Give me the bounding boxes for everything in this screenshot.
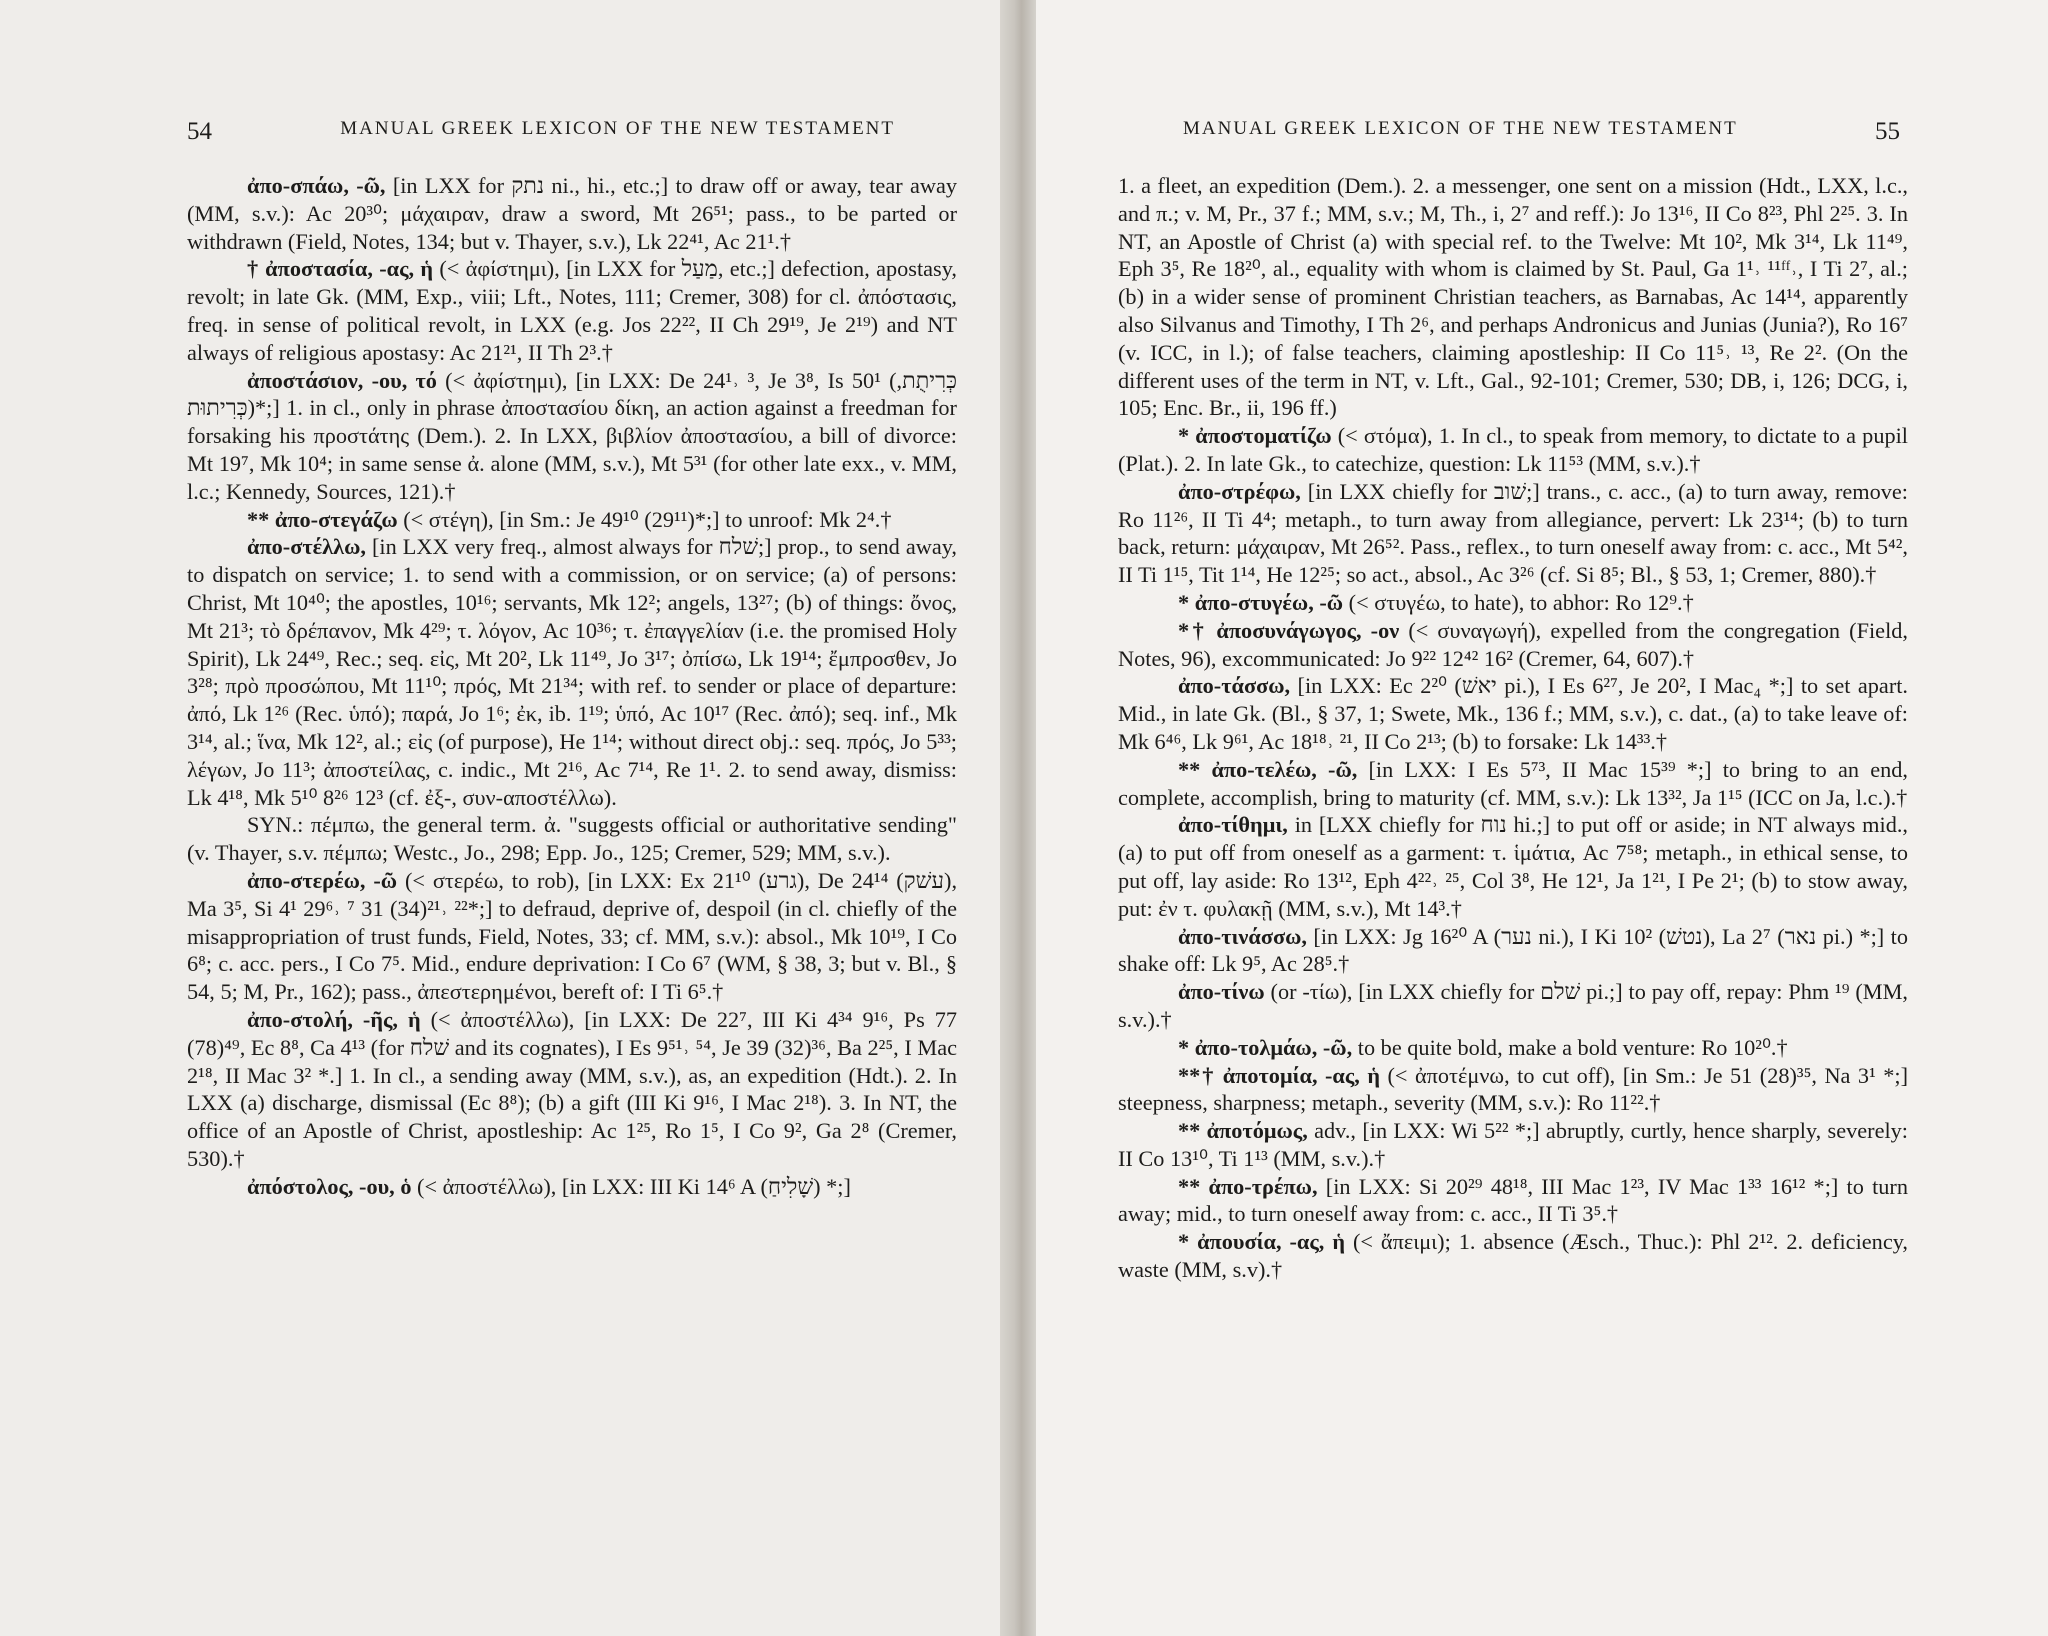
right-page: [1018, 0, 2048, 1636]
entry-text: (< στέγη), [in Sm.: Je 49¹⁰ (29¹¹)*;] to unroof: Mk 2⁴.†: [403, 506, 892, 532]
entry-text: (< στυγέω, to hate), to abhor: Ro 12⁹.†: [1348, 589, 1694, 615]
left-page-number: 54: [187, 118, 212, 145]
entry-text: adv., [in LXX: Wi 5²² *;] abruptly, curtly, hence sharply, severely: II Co 13¹⁰, Ti 1¹³ (MM, s.v.).†: [1118, 1118, 1909, 1171]
entry-lemma: ** ἀπο-τρέπω,: [1178, 1173, 1318, 1199]
entry-text: [in LXX: I Es 5⁷³, II Mac 15³⁹ *;] to bring to an end, complete, accomplish, bring to maturity (cf. MM, s.v.): Lk 13³², Ja 1¹⁵ (ICC on Ja, l.c.).†: [1118, 756, 1908, 810]
entry-lemma: ἀπο-στολή, -ῆς, ἡ: [247, 1006, 421, 1032]
left-page: [0, 0, 1018, 1636]
entry-text: (< ἀφίστημι), [in LXX: De 24¹˒ ³, Je 3⁸, Is 50¹ (כְּרִיתֻת, כְּרִיתוּת)*;] 1. in cl., only in phrase ἀποστασίου δίκη, an action against a freedman for forsaking his προστάτης (Dem.). 2. In LXX, βιβλίον ἀποστασίου, a bill of divorce: Mt 19⁷, Mk 10⁴; in same sense ἀ. alone (MM, s.v.), Mt 5³¹ (for other late exx., v. MM, l.c.; Kennedy, Sources, 121).†: [187, 367, 957, 504]
lexicon-entry: [187, 506, 957, 534]
entry-text: (< ἄπειμι); 1. absence (Æsch., Thuc.): Phl 2¹². 2. deficiency, waste (MM, s.v).†: [1118, 1229, 1908, 1283]
left-page-header: [187, 118, 895, 148]
book-gutter: [1000, 0, 1036, 1636]
entry-text: [in LXX: Si 20²⁹ 48¹⁸, III Mac 1²³, IV Mac 1³³ 16¹² *;] to turn away; mid., to turn oneself away from: c. acc., II Ti 3⁵.†: [1118, 1173, 1908, 1227]
entry-lemma: * ἀπουσία, -ας, ἡ: [1178, 1229, 1345, 1255]
lexicon-entry: [187, 172, 957, 255]
entry-text: [in LXX chiefly for שׁוב;] trans., c. acc., (a) to turn away, remove: Ro 11²⁶, II Ti 4⁴; metaph., to turn away from allegiance, pervert: Lk 23¹⁴; (b) to turn back, return: μάχαιραν, Mt 26⁵². Pass., reflex., to turn oneself away from: c. acc., Mt 5⁴², II Ti 1¹⁵, Tit 1¹⁴, He 12²⁵; so act., absol., Ac 3²⁶ (cf. Si 8⁵; Bl., § 53, 1; Cremer, 880).†: [1118, 478, 1909, 588]
lexicon-entry: [187, 1173, 957, 1201]
right-running-title: MANUAL GREEK LEXICON OF THE NEW TESTAMENT: [1183, 118, 1738, 139]
lexicon-entry: [1118, 589, 1908, 617]
lexicon-entry: [1118, 617, 1908, 673]
lexicon-entry: [1118, 923, 1908, 979]
entry-text: (< στόμα), 1. In cl., to speak from memory, to dictate to a pupil (Plat.). 2. In late Gk., to catechize, question: Lk 11⁵³ (MM, s.v.).†: [1118, 423, 1909, 476]
entry-text: 1. a fleet, an expedition (Dem.). 2. a messenger, one sent on a mission (Hdt., LXX, l.c., and π.; v. M, Pr., 37 f.; MM, s.v.; M, Th., i, 2⁷ and reff.): Jo 13¹⁶, II Co 8²³, Phl 2²⁵. 3. In NT, an Apostle of Christ (a) with special ref. to the Twelve: Mt 10², Mk 3¹⁴, Lk 11⁴⁹, Eph 3⁵, Re 18²⁰, al., equality with whom is claimed by St. Paul, Ga 1¹˒ ¹¹ᶠᶠ˒, I Ti 2⁷, al.; (b) in a wider sense of prominent Christian teachers, as Barnabas, Ac 14¹⁴, apparently also Silvanus and Timothy, I Th 2⁶, and perhaps Andronicus and Junias (Junia?), Ro 16⁷ (v. ICC, in l.); of false teachers, claiming apostleship: II Co 11⁵˒ ¹³, Re 2². (On the different uses of the term in NT, v. Lft., Gal., 92-101; Cremer, 530; DB, i, 126; DCG, i, 105; Enc. Br., ii, 196 ff.): [1118, 173, 1908, 421]
lexicon-entry: [1118, 672, 1908, 755]
entry-text: [in LXX very freq., almost always for שׁלח;] prop., to send away, to dispatch on service; 1. to send with a commission, or on service; (a) of persons: Christ, Mt 10⁴⁰; the apostles, 10¹⁶; servants, Mk 12²; angels, 13²⁷; (b) of things: ὄνος, Mt 21³; τὸ δρέπανον, Mk 4²⁹; τ. λόγον, Ac 10³⁶; τ. ἐπαγγελίαν (i.e. the promised Holy Spirit), Lk 24⁴⁹, Rec.; seq. εἰς, Mt 20², Lk 11⁴⁹, Jo 3¹⁷; ὀπίσω, Lk 19¹⁴; ἔμπροσθεν, Jo 3²⁸; πρὸ προσώπου, Mt 11¹⁰; πρός, Mt 21³⁴; with ref. to sender or place of departure: ἀπό, Lk 1²⁶ (Rec. ὑπό); παρά, Jo 1⁶; ἐκ, ib. 1¹⁹; ὑπό, Ac 10¹⁷ (Rec. ἀπό); seq. inf., Mk 3¹⁴, al.; ἵνα, Mk 12², al.; εἰς (of purpose), He 1¹⁴; without direct obj.: seq. πρός, Jo 5³³; λέγων, Jo 11³; ἀποστείλας, c. indic., Mt 2¹⁶, Ac 7¹⁴, Re 1¹. 2. to send away, dismiss: Lk 4¹⁸, Mk 5¹⁰ 8²⁶ 12³ (cf. ἐξ-, συν-αποστέλλω).: [187, 534, 957, 810]
entry-lemma: * ἀποστοματίζω: [1178, 423, 1332, 449]
entry-text: (< συναγωγή), expelled from the congregation (Field, Notes, 96), excommunicated: Jo 9²² 12⁴² 16² (Cremer, 64, 607).†: [1118, 617, 1908, 671]
lexicon-entry: [187, 1006, 957, 1173]
entry-lemma: **† ἀποτομία, -ας, ἡ: [1178, 1062, 1380, 1088]
lexicon-entry: [187, 533, 957, 811]
entry-text: [in LXX: Ec 2²⁰ (יאשׁ pi.), I Es 6²⁷, Je 20², I Mac₄ *;] to set apart. Mid., in late Gk. (Bl., § 37, 1; Swete, Mk., 136 f.; MM, s.v.), c. dat., (a) to take leave of: Mk 6⁴⁶, Lk 9⁶¹, Ac 18¹⁸˒ ²¹, II Co 2¹³; (b) to forsake: Lk 14³³.†: [1118, 673, 1909, 754]
entry-lemma: ἀπο-τάσσω,: [1178, 673, 1291, 699]
lexicon-entry: [1118, 1173, 1908, 1229]
right-page-header: [1183, 118, 1900, 148]
entry-lemma: ** ἀπο-στεγάζω: [247, 506, 398, 532]
entry-text: in [LXX chiefly for נוח hi.;] to put off or aside; in NT always mid., (a) to put off from oneself as a garment: τ. ἱμάτια, Ac 7⁵⁸; metaph., in ethical sense, to put off, lay aside: Ro 13¹², Eph 4²²˒ ²⁵, Col 3⁸, He 12¹, Ja 1²¹, I Pe 2¹; (b) to stow away, put: ἐν τ. φυλακῇ (MM, s.v.), Mt 14³.†: [1118, 812, 1909, 921]
entry-lemma: ** ἀποτόμως,: [1178, 1118, 1308, 1144]
right-page-number: 55: [1875, 118, 1900, 145]
lexicon-entry: [1118, 1117, 1908, 1173]
lexicon-entry-continued: [1118, 172, 1908, 422]
entry-text: [in LXX for נתק ni., hi., etc.;] to draw off or away, tear away (MM, s.v.): Ac 20³⁰; μάχαιραν, draw a sword, Mt 26⁵¹; pass., to be parted or withdrawn (Field, Notes, 134; but v. Thayer, s.v.), Lk 22⁴¹, Ac 21¹.†: [187, 173, 957, 254]
entry-lemma: ἀπο-τίνω: [1178, 979, 1265, 1005]
lexicon-entry: [1118, 478, 1908, 589]
lexicon-entry: [1118, 811, 1908, 922]
left-entries: [187, 172, 957, 1200]
entry-text: [in LXX: Jg 16²⁰ A (נער ni.), I Ki 10² (נטשׁ), La 2⁷ (נאר pi.) *;] to shake off: Lk 9⁵, Ac 28⁵.†: [1118, 923, 1908, 977]
entry-text: (or -τίω), [in LXX chiefly for שׁלם pi.;] to pay off, repay: Phm ¹⁹ (MM, s.v.).†: [1118, 979, 1908, 1032]
lexicon-entry: [187, 255, 957, 366]
entry-lemma: ἀπο-στρέφω,: [1178, 478, 1301, 504]
entry-lemma: † ἀποστασία, -ας, ἡ: [247, 256, 434, 282]
entry-lemma: * ἀπο-τολμάω, -ῶ,: [1178, 1034, 1353, 1060]
lexicon-entry: [1118, 756, 1908, 812]
entry-lemma: ἀπο-τίθημι,: [1178, 812, 1288, 838]
entry-text: (< στερέω, to rob), [in LXX: Ex 21¹⁰ (גרע), De 24¹⁴ (עשׁק), Ma 3⁵, Si 4¹ 29⁶˒ ⁷ 31 (34)²¹˒ ²²*;] to defraud, deprive of, despoil (in cl. chiefly of the misappropriation of trust funds, Field, Notes, 33; cf. MM, s.v.): absol., Mk 10¹⁹, I Co 6⁸; c. acc. pers., I Co 7⁵. Mid., endure deprivation: I Co 6⁷ (WM, § 38, 3; but v. Bl., § 54, 5; M, Pr., 162); pass., ἀπεστερημένοι, bereft of: I Ti 6⁵.†: [187, 867, 958, 1005]
entry-lemma: ἀπόστολος, -ου, ὁ: [247, 1173, 412, 1199]
lexicon-entry: [1118, 978, 1908, 1034]
lexicon-entry: [1118, 1062, 1908, 1118]
entry-lemma: *† ἀποσυνάγωγος, -ον: [1178, 617, 1400, 643]
entry-text: (< ἀποτέμνω, to cut off), [in Sm.: Je 51 (28)³⁵, Na 3¹ *;] steepness, sharpness; metaph., severity (MM, s.v.): Ro 11²².†: [1118, 1062, 1908, 1116]
left-running-title: MANUAL GREEK LEXICON OF THE NEW TESTAMENT: [340, 118, 895, 139]
entry-lemma: ἀπο-τινάσσω,: [1178, 923, 1307, 949]
right-entries: [1118, 172, 1908, 1284]
synonym-note: [187, 811, 957, 867]
entry-lemma: ** ἀπο-τελέω, -ῶ,: [1178, 756, 1358, 782]
entry-lemma: ἀπο-στέλλω,: [247, 534, 366, 560]
entry-lemma: ἀπο-στερέω, -ῶ: [247, 867, 398, 893]
lexicon-entry: [187, 367, 957, 506]
lexicon-entry: [1118, 422, 1908, 478]
entry-lemma: * ἀπο-στυγέω, -ῶ: [1178, 589, 1344, 615]
entry-lemma: ἀποστάσιον, -ου, τό: [247, 367, 437, 393]
lexicon-entry: [1118, 1034, 1908, 1062]
entry-text: (< ἀποστέλλω), [in LXX: III Ki 14⁶ A (שָׁלִיחַ) *;]: [417, 1173, 851, 1199]
entry-text: SYN.: πέμπω, the general term. ἀ. "suggests official or authoritative sending" (v. Thayer, s.v. πέμπω; Westc., Jo., 298; Epp. Jo., 125; Cremer, 529; MM, s.v.).: [187, 812, 957, 866]
entry-text: to be quite bold, make a bold venture: Ro 10²⁰.†: [1357, 1034, 1788, 1060]
lexicon-entry: [187, 867, 957, 1006]
entry-text: (< ἀποστέλλω), [in LXX: De 22⁷, III Ki 4³⁴ 9¹⁶, Ps 77 (78)⁴⁹, Ec 8⁸, Ca 4¹³ (for שׁלח and its cognates), I Es 9⁵¹˒ ⁵⁴, Je 39 (32)³⁶, Ba 2²⁵, I Mac 2¹⁸, II Mac 3² *.] 1. In cl., a sending away (MM, s.v.), as, an expedition (Hdt.). 2. In LXX (a) discharge, dismissal (Ec 8⁸); (b) a gift (III Ki 9¹⁶, I Mac 2¹⁸). 3. In NT, the office of an Apostle of Christ, apostleship: Ac 1²⁵, Ro 1⁵, I Co 9², Ga 2⁸ (Cremer, 530).†: [187, 1006, 957, 1171]
entry-lemma: ἀπο-σπάω, -ῶ,: [247, 173, 386, 198]
lexicon-entry: [1118, 1228, 1908, 1284]
entry-text: (< ἀφίστημι), [in LXX for מַעַל, etc.;] defection, apostasy, revolt; in late Gk. (MM, Exp., viii; Lft., Notes, 111; Cremer, 308) for cl. ἀπόστασις, freq. in sense of political revolt, in LXX (e.g. Jos 22²², II Ch 29¹⁹, Je 2¹⁹) and NT always of religious apostasy: Ac 21²¹, II Th 2³.†: [187, 256, 957, 365]
